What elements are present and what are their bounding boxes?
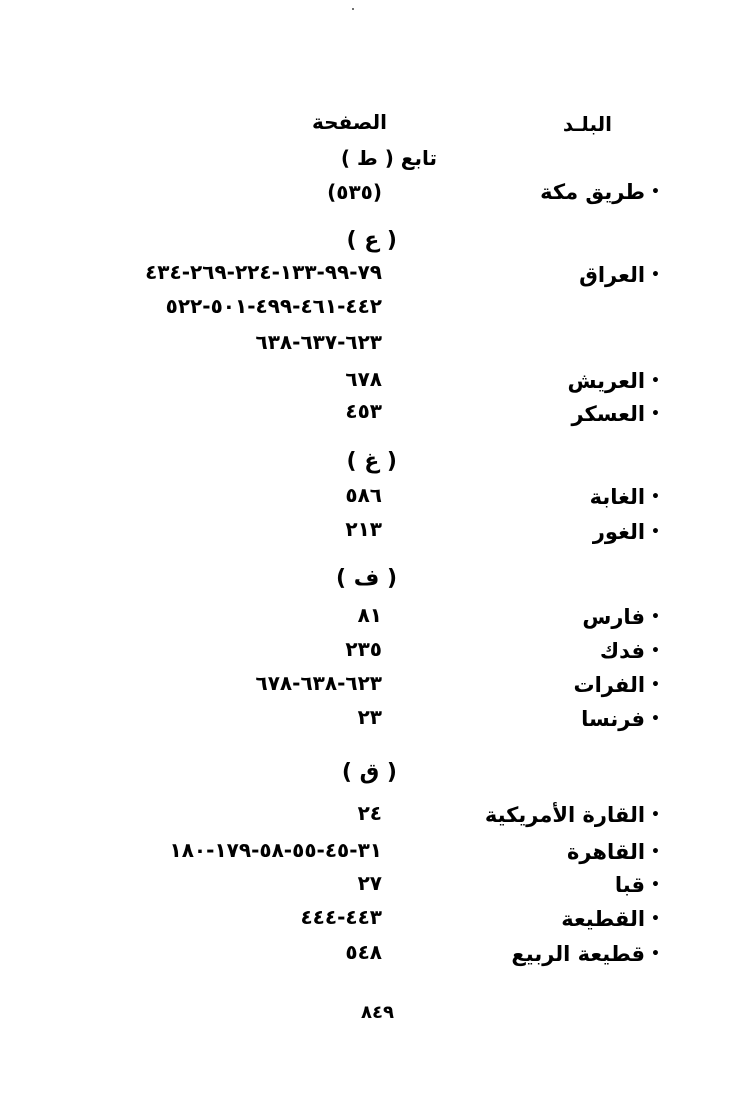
country-name: فارس [582, 605, 646, 629]
country-entry [582, 605, 660, 629]
page-references: ٦٧٨ [345, 367, 382, 391]
page-references: ٣١-٤٥-٥٥-٥٨-١٧٩-١٨٠ [169, 838, 382, 862]
page-references: ٨١ [357, 603, 382, 627]
bullet-icon: • [651, 524, 660, 540]
country-name: الغور [592, 520, 646, 544]
bullet-icon: • [651, 711, 660, 727]
bullet-icon: • [651, 677, 660, 693]
page-references: ٦٢٣-٦٣٨-٦٧٨ [255, 671, 382, 695]
bullet-icon: • [651, 643, 660, 659]
page-references: ٢٣ [357, 705, 382, 729]
country-name: العسكر [571, 402, 646, 426]
country-entry [581, 707, 660, 731]
country-name: العراق [579, 263, 646, 287]
country-entry [573, 673, 660, 697]
country-entry [511, 942, 660, 966]
page-references: ٤٥٣ [345, 399, 382, 423]
page-number: ٨٤٩ [361, 1002, 394, 1023]
page-references: ٧٩-٩٩-١٣٣-٢٢٤-٢٦٩-٤٣٤ [145, 260, 382, 284]
country-entry [579, 263, 660, 287]
bullet-icon: • [651, 184, 660, 200]
country-entry [485, 803, 660, 827]
continued-section-label: تابع ( ط ) [340, 146, 437, 170]
page-references: (٥٣٥) [327, 180, 382, 204]
country-entry [590, 485, 660, 509]
page-references: ٦٢٣-٦٣٧-٦٣٨ [255, 330, 382, 354]
country-name: قبا [614, 873, 646, 897]
bullet-icon: • [651, 877, 660, 893]
country-name: العريش [567, 369, 646, 393]
country-entry [600, 639, 660, 663]
country-name: القطيعة [561, 907, 646, 931]
country-entry [540, 180, 660, 204]
page-references: ٢٣٥ [345, 637, 382, 661]
page-references: ٤٤٣-٤٤٤ [300, 905, 382, 929]
page-references: ٥٨٦ [345, 483, 382, 507]
bullet-icon: • [651, 373, 660, 389]
country-entry [567, 840, 660, 864]
bullet-icon: • [651, 807, 660, 823]
section-letter-heading: ( ف ) [336, 566, 397, 591]
country-name: فدك [599, 639, 646, 663]
scan-speck [352, 8, 354, 10]
page-references: ٢٧ [357, 871, 382, 895]
country-column-header: البلـد [562, 112, 612, 136]
country-entry [571, 402, 660, 426]
section-letter-heading: ( ق ) [341, 760, 397, 785]
country-name: طريق مكة [540, 180, 646, 204]
bullet-icon: • [651, 489, 660, 505]
page-references: ٤٤٢-٤٦١-٤٩٩-٥٠١-٥٢٢ [165, 294, 382, 318]
bullet-icon: • [651, 844, 660, 860]
bullet-icon: • [651, 609, 660, 625]
bullet-icon: • [651, 267, 660, 283]
country-entry [615, 873, 660, 897]
page-column-header: الصفحة [311, 110, 387, 134]
page-references: ٢١٣ [345, 517, 382, 541]
country-name: القارة الأمريكية [484, 803, 646, 827]
country-name: الفرات [573, 673, 646, 697]
section-letter-heading: ( غ ) [346, 449, 397, 474]
bullet-icon: • [651, 911, 660, 927]
country-name: الغابة [589, 485, 646, 509]
page-references: ٢٤ [357, 801, 382, 825]
page-references: ٥٤٨ [345, 940, 382, 964]
bullet-icon: • [651, 406, 660, 422]
country-name: فرنسا [581, 707, 646, 731]
country-entry [561, 907, 660, 931]
country-name: القاهرة [566, 840, 646, 864]
bullet-icon: • [651, 946, 660, 962]
country-entry [593, 520, 660, 544]
section-letter-heading: ( ع ) [346, 228, 397, 253]
country-name: قطيعة الربيع [511, 942, 646, 966]
country-entry [567, 369, 660, 393]
